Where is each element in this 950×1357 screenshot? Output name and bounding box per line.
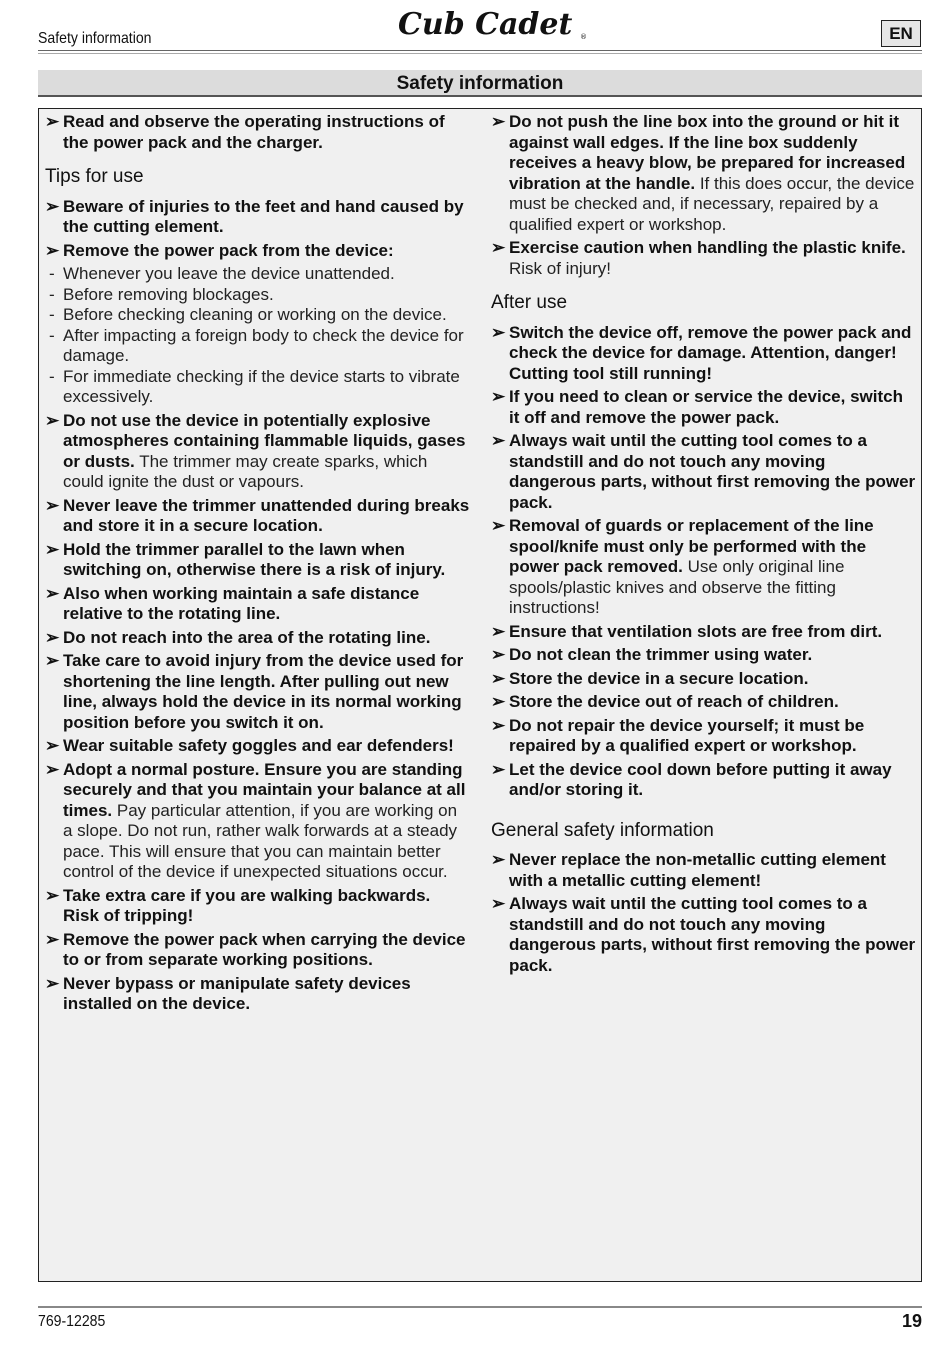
arrow-bullet-icon: ➢: [45, 495, 60, 515]
dash-bullet-icon: -: [49, 284, 55, 304]
bullet-bold-text: Do not reach into the area of the rotating line.: [63, 627, 431, 647]
tips-list-a: [45, 197, 470, 262]
bullet-item: [45, 736, 470, 757]
dash-item: [45, 285, 470, 306]
doc-number: 769-12285: [38, 1313, 106, 1330]
bullet-item: [45, 197, 470, 238]
bullet-bold-text: Remove the power pack when carrying the device to or from separate working positions.: [63, 929, 466, 969]
bullet-item: [491, 760, 917, 801]
svg-text:®: ®: [580, 33, 587, 41]
bullet-bold-text: Always wait until the cutting tool comes to a standstill and do not touch any moving dangerous parts, without first removing the power pack.: [509, 431, 916, 512]
bullet-item: [45, 930, 470, 971]
left-column: [45, 112, 470, 1018]
arrow-bullet-icon: ➢: [45, 627, 60, 647]
arrow-bullet-icon: ➢: [491, 692, 506, 711]
bullet-item: [45, 496, 470, 537]
bullet-item: [45, 112, 470, 153]
bullet-item: [491, 894, 917, 976]
bullet-item: [491, 112, 917, 235]
arrow-bullet-icon: ➢: [45, 196, 60, 216]
dash-item-text: After impacting a foreign body to check the device for damage.: [63, 325, 464, 365]
after-use-heading: After use: [491, 292, 568, 313]
bullet-bold-text: Store the device out of reach of children.: [509, 692, 839, 711]
arrow-bullet-icon: ➢: [45, 539, 60, 559]
bullet-normal-text: Risk of injury!: [509, 258, 612, 278]
after-use-list: [491, 323, 917, 801]
dash-bullet-icon: -: [49, 366, 55, 386]
arrow-bullet-icon: ➢: [491, 850, 506, 869]
remove-list: [45, 264, 470, 408]
bullet-bold-text: Read and observe the operating instructions of the power pack and the charger.: [63, 112, 445, 152]
bullet-bold-text: Never replace the non-metallic cutting element with a metallic cutting element!: [509, 850, 886, 890]
bullet-bold-text: Do not push the line box into the ground or hit it against wall edges. If the line box suddenly receives a heavy blow, be prepared for increased vibration at the handle.: [509, 112, 906, 193]
bullet-item: [491, 387, 917, 428]
right-column: [491, 112, 917, 979]
bullet-item: [45, 411, 470, 493]
bullet-item: [491, 516, 917, 619]
bullet-bold-text: Do not clean the trimmer using water.: [509, 645, 813, 664]
bullet-bold-text: Do not use the device in potentially explosive atmospheres containing flammable liquids, gases or dusts.: [63, 410, 466, 471]
arrow-bullet-icon: ➢: [491, 238, 506, 257]
bullet-item: [45, 241, 470, 262]
arrow-bullet-icon: ➢: [491, 516, 506, 535]
dash-item: [45, 305, 470, 326]
header-rule-2: [38, 53, 922, 54]
dash-item-text: Before checking cleaning or working on the device.: [63, 305, 447, 324]
arrow-bullet-icon: ➢: [45, 973, 60, 993]
section-banner: Safety information: [38, 70, 922, 97]
bullet-item: [45, 628, 470, 649]
bullet-item: [45, 886, 470, 927]
dash-bullet-icon: -: [49, 325, 55, 345]
bullet-item: [45, 974, 470, 1015]
tips-heading: Tips for use: [45, 166, 144, 187]
bullet-item: [491, 716, 917, 757]
bullet-normal-text: The trimmer may create sparks, which could ignite the dust or vapours.: [63, 451, 428, 491]
bullet-bold-text: Switch the device off, remove the power pack and check the device for damage. Attention, danger! Cutting tool still running!: [509, 322, 912, 383]
arrow-bullet-icon: ➢: [45, 651, 60, 670]
arrow-bullet-icon: ➢: [491, 759, 506, 779]
bullet-bold-text: Ensure that ventilation slots are free from dirt.: [509, 621, 883, 641]
bullet-item: [491, 669, 917, 690]
page-number: 19: [901, 1311, 922, 1331]
bullet-bold-text: Never bypass or manipulate safety devices installed on the device.: [63, 973, 411, 1013]
bullet-bold-text: Let the device cool down before putting it away and/or storing it.: [509, 759, 892, 799]
tips-list-b: [45, 411, 470, 1015]
bullet-bold-text: Always wait until the cutting tool comes to a standstill and do not touch any moving dangerous parts, without first removing the power pack.: [509, 894, 916, 975]
arrow-bullet-icon: ➢: [45, 885, 60, 905]
bullet-bold-text: Store the device in a secure location.: [509, 668, 809, 688]
language-badge: EN: [881, 20, 921, 47]
dash-item-text: Whenever you leave the device unattended.: [63, 264, 395, 283]
dash-item: [45, 264, 470, 285]
arrow-bullet-icon: ➢: [491, 431, 506, 450]
bullet-bold-text: Never leave the trimmer unattended during breaks and store it in a secure location.: [63, 495, 470, 535]
bullet-bold-text: Removal of guards or replacement of the line spool/knife must only be performed with the power pack removed.: [509, 516, 874, 576]
arrow-bullet-icon: ➢: [45, 759, 60, 779]
arrow-bullet-icon: ➢: [491, 645, 506, 664]
bullet-item: [45, 540, 470, 581]
dash-item: [45, 367, 470, 408]
bullet-bold-text: Exercise caution when handling the plastic knife.: [509, 238, 906, 257]
bullet-item: [491, 645, 917, 666]
arrow-bullet-icon: ➢: [491, 894, 506, 913]
bullet-bold-text: If you need to clean or service the device, switch it off and remove the power pack.: [509, 387, 903, 427]
bullet-bold-text: Beware of injuries to the feet and hand caused by the cutting element.: [63, 196, 464, 236]
arrow-bullet-icon: ➢: [491, 112, 506, 131]
dash-bullet-icon: -: [49, 264, 55, 283]
arrow-bullet-icon: ➢: [491, 715, 506, 735]
content-box: [38, 108, 922, 1282]
arrow-bullet-icon: ➢: [491, 621, 506, 641]
arrow-bullet-icon: ➢: [45, 736, 60, 755]
dash-item-text: Before removing blockages.: [63, 284, 274, 304]
bullet-bold-text: Do not repair the device yourself; it must be repaired by a qualified expert or workshop.: [509, 715, 865, 755]
bullet-bold-text: Remove the power pack from the device:: [63, 240, 394, 260]
arrow-bullet-icon: ➢: [45, 240, 60, 260]
right-top-list: [491, 112, 917, 279]
header-section-label: Safety information: [38, 30, 152, 47]
header-rule: [38, 50, 922, 51]
arrow-bullet-icon: ➢: [45, 410, 60, 430]
arrow-bullet-icon: ➢: [45, 112, 60, 131]
bullet-bold-text: Wear suitable safety goggles and ear defenders!: [63, 736, 454, 755]
bullet-normal-text: Use only original line spools/plastic knives and observe the fitting instructions!: [509, 557, 845, 617]
bullet-item: [491, 622, 917, 643]
bullet-item: [45, 584, 470, 625]
intro-list: [45, 112, 470, 153]
bullet-bold-text: Also when working maintain a safe distance relative to the rotating line.: [63, 583, 420, 623]
bullet-bold-text: Hold the trimmer parallel to the lawn when switching on, otherwise there is a risk of injury.: [63, 539, 446, 579]
bullet-item: [45, 760, 470, 883]
arrow-bullet-icon: ➢: [491, 668, 506, 688]
bullet-item: [491, 323, 917, 385]
arrow-bullet-icon: ➢: [45, 929, 60, 949]
footer-rule: [38, 1306, 922, 1308]
dash-item-text: For immediate checking if the device starts to vibrate excessively.: [63, 366, 460, 406]
brand-logo: [396, 6, 592, 42]
arrow-bullet-icon: ➢: [45, 583, 60, 603]
bullet-item: [45, 651, 470, 733]
dash-item: [45, 326, 470, 367]
general-heading: General safety information: [491, 819, 714, 841]
bullet-bold-text: Take extra care if you are walking backwards. Risk of tripping!: [63, 885, 431, 925]
bullet-item: [491, 431, 917, 513]
general-list: [491, 850, 917, 976]
bullet-normal-text: If this does occur, the device must be checked and, if necessary, repaired by a qualified expert or workshop.: [509, 173, 915, 234]
arrow-bullet-icon: ➢: [491, 387, 506, 406]
bullet-bold-text: Adopt a normal posture. Ensure you are standing securely and that you maintain your balance at all times.: [63, 759, 466, 820]
bullet-normal-text: Pay particular attention, if you are working on a slope. Do not run, rather walk forwards at a steady pace. This will ensure that you can maintain better control of the device if unexpected situations occur.: [63, 800, 458, 881]
brand-logo-text: Cub Cadet: [398, 7, 573, 42]
dash-bullet-icon: -: [49, 305, 55, 324]
bullet-item: [491, 692, 917, 713]
bullet-item: [491, 850, 917, 891]
bullet-item: [491, 238, 917, 279]
bullet-bold-text: Take care to avoid injury from the device used for shortening the line length. After pulling out new line, always hold the device in its normal working position before you switch it on.: [63, 651, 464, 732]
arrow-bullet-icon: ➢: [491, 322, 506, 342]
